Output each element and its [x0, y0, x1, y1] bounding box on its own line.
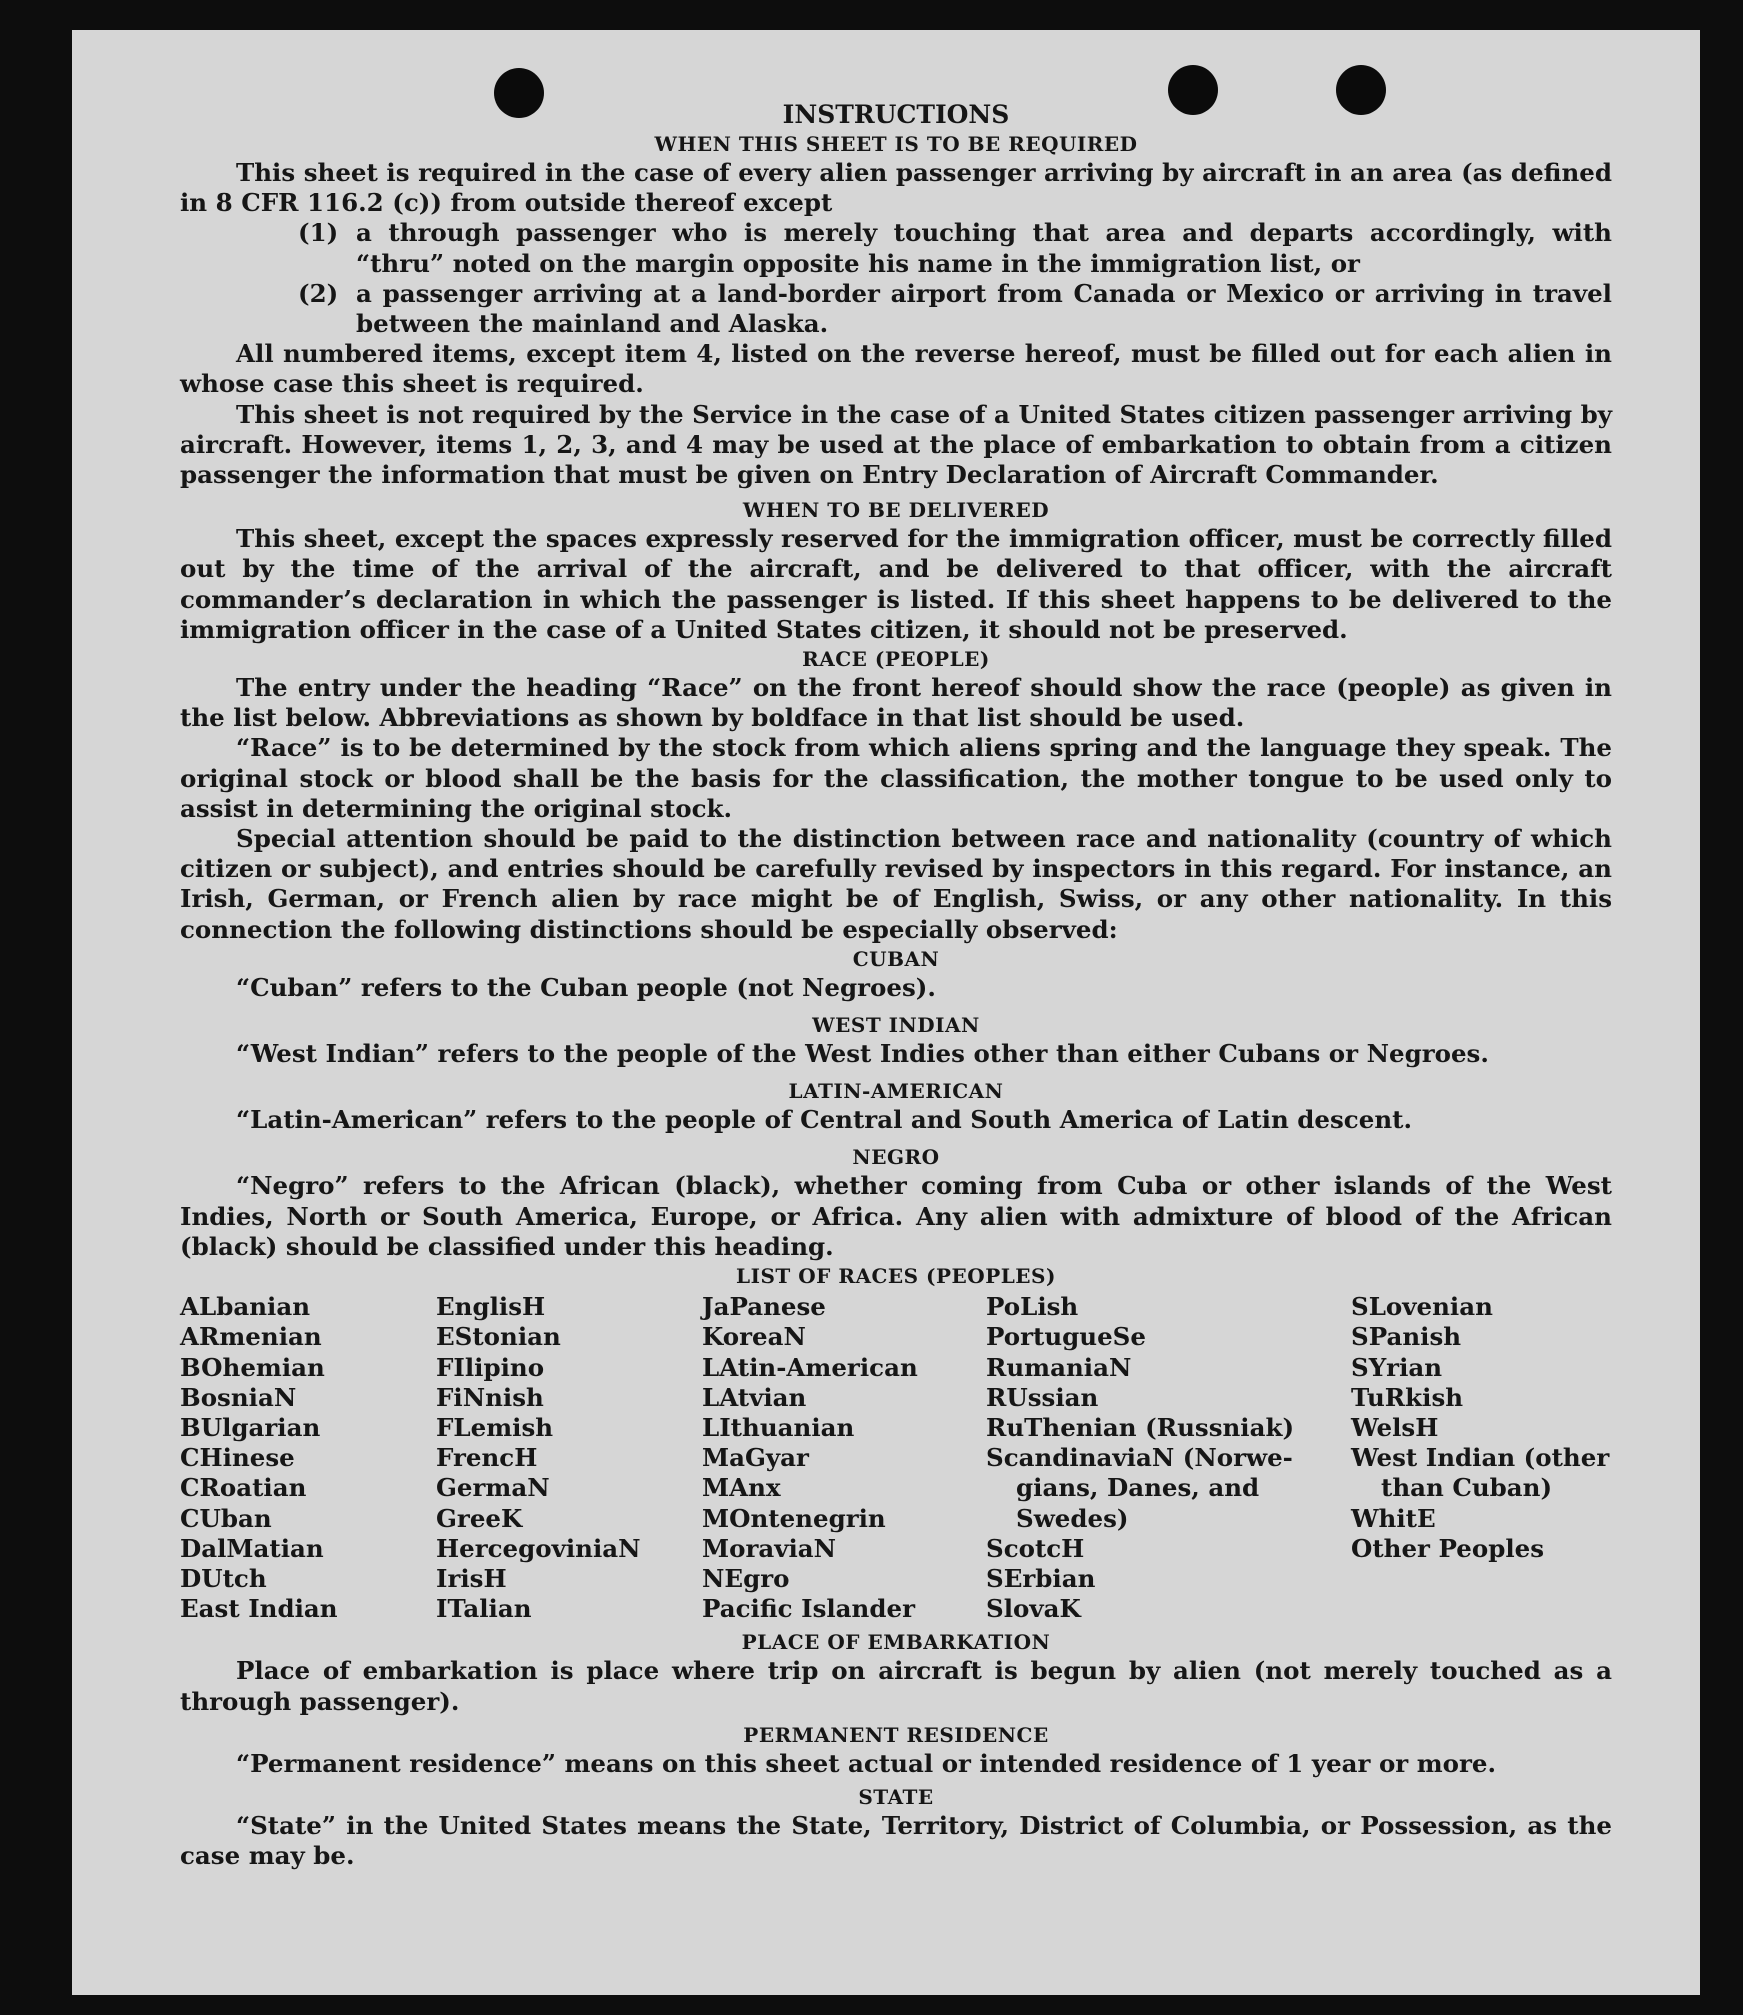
exception-number: (2) — [298, 278, 339, 308]
section-heading-residence: PERMANENT RESIDENCE — [743, 1722, 1049, 1747]
paragraph: Place of embarkation is place where trip on aircraft is begun by alien (not merely touched as a through passenger). — [180, 1656, 1612, 1716]
race-entry-line: West Indian (other — [1351, 1443, 1610, 1473]
races-list — [180, 1292, 1612, 1624]
race-entry: FIlipino — [436, 1352, 545, 1382]
race-entry: CRoatian — [180, 1473, 307, 1503]
race-entry: ARmenian — [180, 1322, 322, 1352]
exception-text: a through passenger who is merely touching that area and departs accordingly, with “thru” noted on the margin opposite his name in the immigration list, or — [356, 218, 1612, 278]
race-entry: MaGyar — [702, 1443, 809, 1473]
race-entry: KoreaN — [702, 1322, 806, 1352]
paragraph: “State” in the United States means the State, Territory, District of Columbia, or Possession, as the case may be. — [180, 1810, 1612, 1871]
race-entry: LAtvian — [702, 1382, 807, 1412]
definition-heading: WEST INDIAN — [812, 1013, 980, 1038]
race-entry: SErbian — [986, 1563, 1096, 1593]
paragraph: This sheet, except the spaces expressly reserved for the immigration officer, must be correctly filled out by the time of the arrival of the aircraft, and be delivered to that officer, with the aircraft commander’s declaration in which the passenger is listed. If this sheet happens to be delivered to the immigration officer in the case of a United States citizen, it should not be preserved. — [180, 524, 1612, 644]
race-entry: WelsH — [1351, 1412, 1439, 1442]
races-list-heading: LIST OF RACES (PEOPLES) — [736, 1264, 1056, 1289]
races-column — [180, 1292, 436, 1624]
race-entry: WhitE — [1351, 1503, 1436, 1533]
race-entry: DUtch — [180, 1563, 267, 1593]
race-entry: RuThenian (Russniak) — [986, 1412, 1295, 1442]
definition-text: “Latin-American” refers to the people of Central and South America of Latin descent. — [236, 1105, 1412, 1135]
document-page — [72, 30, 1700, 1995]
race-entry: HercegoviniaN — [436, 1533, 641, 1563]
section-heading-when-required: WHEN THIS SHEET IS TO BE REQUIRED — [654, 132, 1138, 156]
paragraph: The entry under the heading “Race” on the front hereof should show the race (people) as given in the list below. Abbreviations as shown by boldface in that list should be used. — [180, 673, 1612, 733]
paragraph: This sheet is not required by the Service in the case of a United States citizen passenger arriving by aircraft. However, items 1, 2, 3, and 4 may be used at the place of embarkation to obtain from a citizen passenger the information that must be given on Entry Declaration of Aircraft Commander. — [180, 399, 1612, 490]
race-entry: MOntenegrin — [702, 1503, 886, 1533]
race-entry: PoLish — [986, 1292, 1079, 1322]
exception-item — [180, 218, 1612, 278]
definition-heading: CUBAN — [852, 946, 940, 971]
race-entry-line: gians, Danes, and — [1016, 1473, 1260, 1503]
races-column — [702, 1292, 986, 1624]
race-entry: East Indian — [180, 1594, 338, 1624]
definition-heading: LATIN-AMERICAN — [788, 1079, 1004, 1104]
section-heading-state: STATE — [858, 1784, 934, 1809]
race-entry: FiNnish — [436, 1382, 544, 1412]
exception-item — [180, 279, 1612, 339]
race-entry: BOhemian — [180, 1352, 325, 1382]
definition-text: “West Indian” refers to the people of the West Indies other than either Cubans or Negroes. — [236, 1039, 1489, 1069]
race-entry: CUban — [180, 1503, 272, 1533]
race-entry: RumaniaN — [986, 1352, 1132, 1382]
paragraph: This sheet is required in the case of every alien passenger arriving by aircraft in an area (as defined in 8 CFR 116.2 (c)) from outside thereof except — [180, 158, 1612, 218]
races-column — [1351, 1292, 1612, 1624]
instructions-body — [180, 100, 1612, 1871]
race-entry: MoraviaN — [702, 1533, 837, 1563]
section-heading-when-delivered: WHEN TO BE DELIVERED — [742, 498, 1050, 523]
race-entry: SPanish — [1351, 1322, 1462, 1352]
race-entry: GreeK — [436, 1503, 523, 1533]
exception-text: a passenger arriving at a land-border airport from Canada or Mexico or arriving in travel between the mainland and Alaska. — [356, 278, 1612, 339]
race-entry-multiline — [1351, 1443, 1612, 1503]
paragraph: “Race” is to be determined by the stock from which aliens spring and the language they speak. The original stock or blood shall be the basis for the classification, the mother tongue to be used only to assist in determining the original stock. — [180, 733, 1612, 823]
paragraph: All numbered items, except item 4, listed on the reverse hereof, must be filled out for each alien in whose case this sheet is required. — [180, 339, 1612, 399]
race-entry: SlovaK — [986, 1594, 1081, 1624]
race-entry: MAnx — [702, 1473, 781, 1503]
exception-number: (1) — [298, 218, 339, 248]
instructions-title: INSTRUCTIONS — [782, 100, 1010, 129]
race-entry-line: ScandinaviaN (Norwe- — [986, 1443, 1293, 1473]
race-entry: EnglisH — [436, 1292, 546, 1322]
race-entry: SYrian — [1351, 1352, 1443, 1382]
race-entry: Other Peoples — [1351, 1533, 1545, 1563]
race-entry-line: than Cuban) — [1381, 1473, 1553, 1503]
definition-text: “Negro” refers to the African (black), whether coming from Cuba or other islands of the West Indies, North or South America, Europe, or Africa. Any alien with admixture of blood of the African (black) should be classified under this heading. — [180, 1171, 1612, 1261]
races-column — [436, 1292, 702, 1624]
section-heading-embarkation: PLACE OF EMBARKATION — [741, 1630, 1051, 1655]
definition-heading: NEGRO — [852, 1145, 940, 1170]
race-entry-line: Swedes) — [1016, 1503, 1129, 1533]
race-entry: GermaN — [436, 1473, 550, 1503]
race-entry: BosniaN — [180, 1382, 297, 1412]
race-entry-multiline — [986, 1443, 1351, 1534]
race-entry: ITalian — [436, 1594, 532, 1624]
races-column — [986, 1292, 1351, 1624]
race-entry: Pacific Islander — [702, 1594, 915, 1624]
race-entry: PortugueSe — [986, 1322, 1146, 1352]
race-entry: NEgro — [702, 1563, 790, 1593]
race-entry: LAtin-American — [702, 1352, 918, 1382]
paragraph: “Permanent residence” means on this sheet actual or intended residence of 1 year or more. — [236, 1748, 1497, 1778]
definition-text: “Cuban” refers to the Cuban people (not Negroes). — [236, 972, 936, 1002]
race-entry: TuRkish — [1351, 1382, 1464, 1412]
race-entry: DalMatian — [180, 1533, 324, 1563]
race-entry: EStonian — [436, 1322, 561, 1352]
race-entry: BUlgarian — [180, 1412, 321, 1442]
race-entry: ScotcH — [986, 1533, 1085, 1563]
race-entry: FrencH — [436, 1443, 538, 1473]
race-entry: SLovenian — [1351, 1292, 1493, 1322]
race-entry: FLemish — [436, 1412, 554, 1442]
race-entry: JaPanese — [702, 1292, 826, 1322]
race-entry: ALbanian — [180, 1292, 311, 1322]
race-entry: LIthuanian — [702, 1412, 855, 1442]
race-entry: RUssian — [986, 1382, 1099, 1412]
race-entry: IrisH — [436, 1563, 507, 1593]
paragraph: Special attention should be paid to the distinction between race and nationality (country of which citizen or subject), and entries should be carefully revised by inspectors in this regard. For instance, an Irish, German, or French alien by race might be of English, Swiss, or any other nationality. In this connection the following distinctions should be especially observed: — [180, 824, 1612, 944]
race-entry: CHinese — [180, 1443, 295, 1473]
section-heading-race: RACE (PEOPLE) — [802, 647, 990, 672]
